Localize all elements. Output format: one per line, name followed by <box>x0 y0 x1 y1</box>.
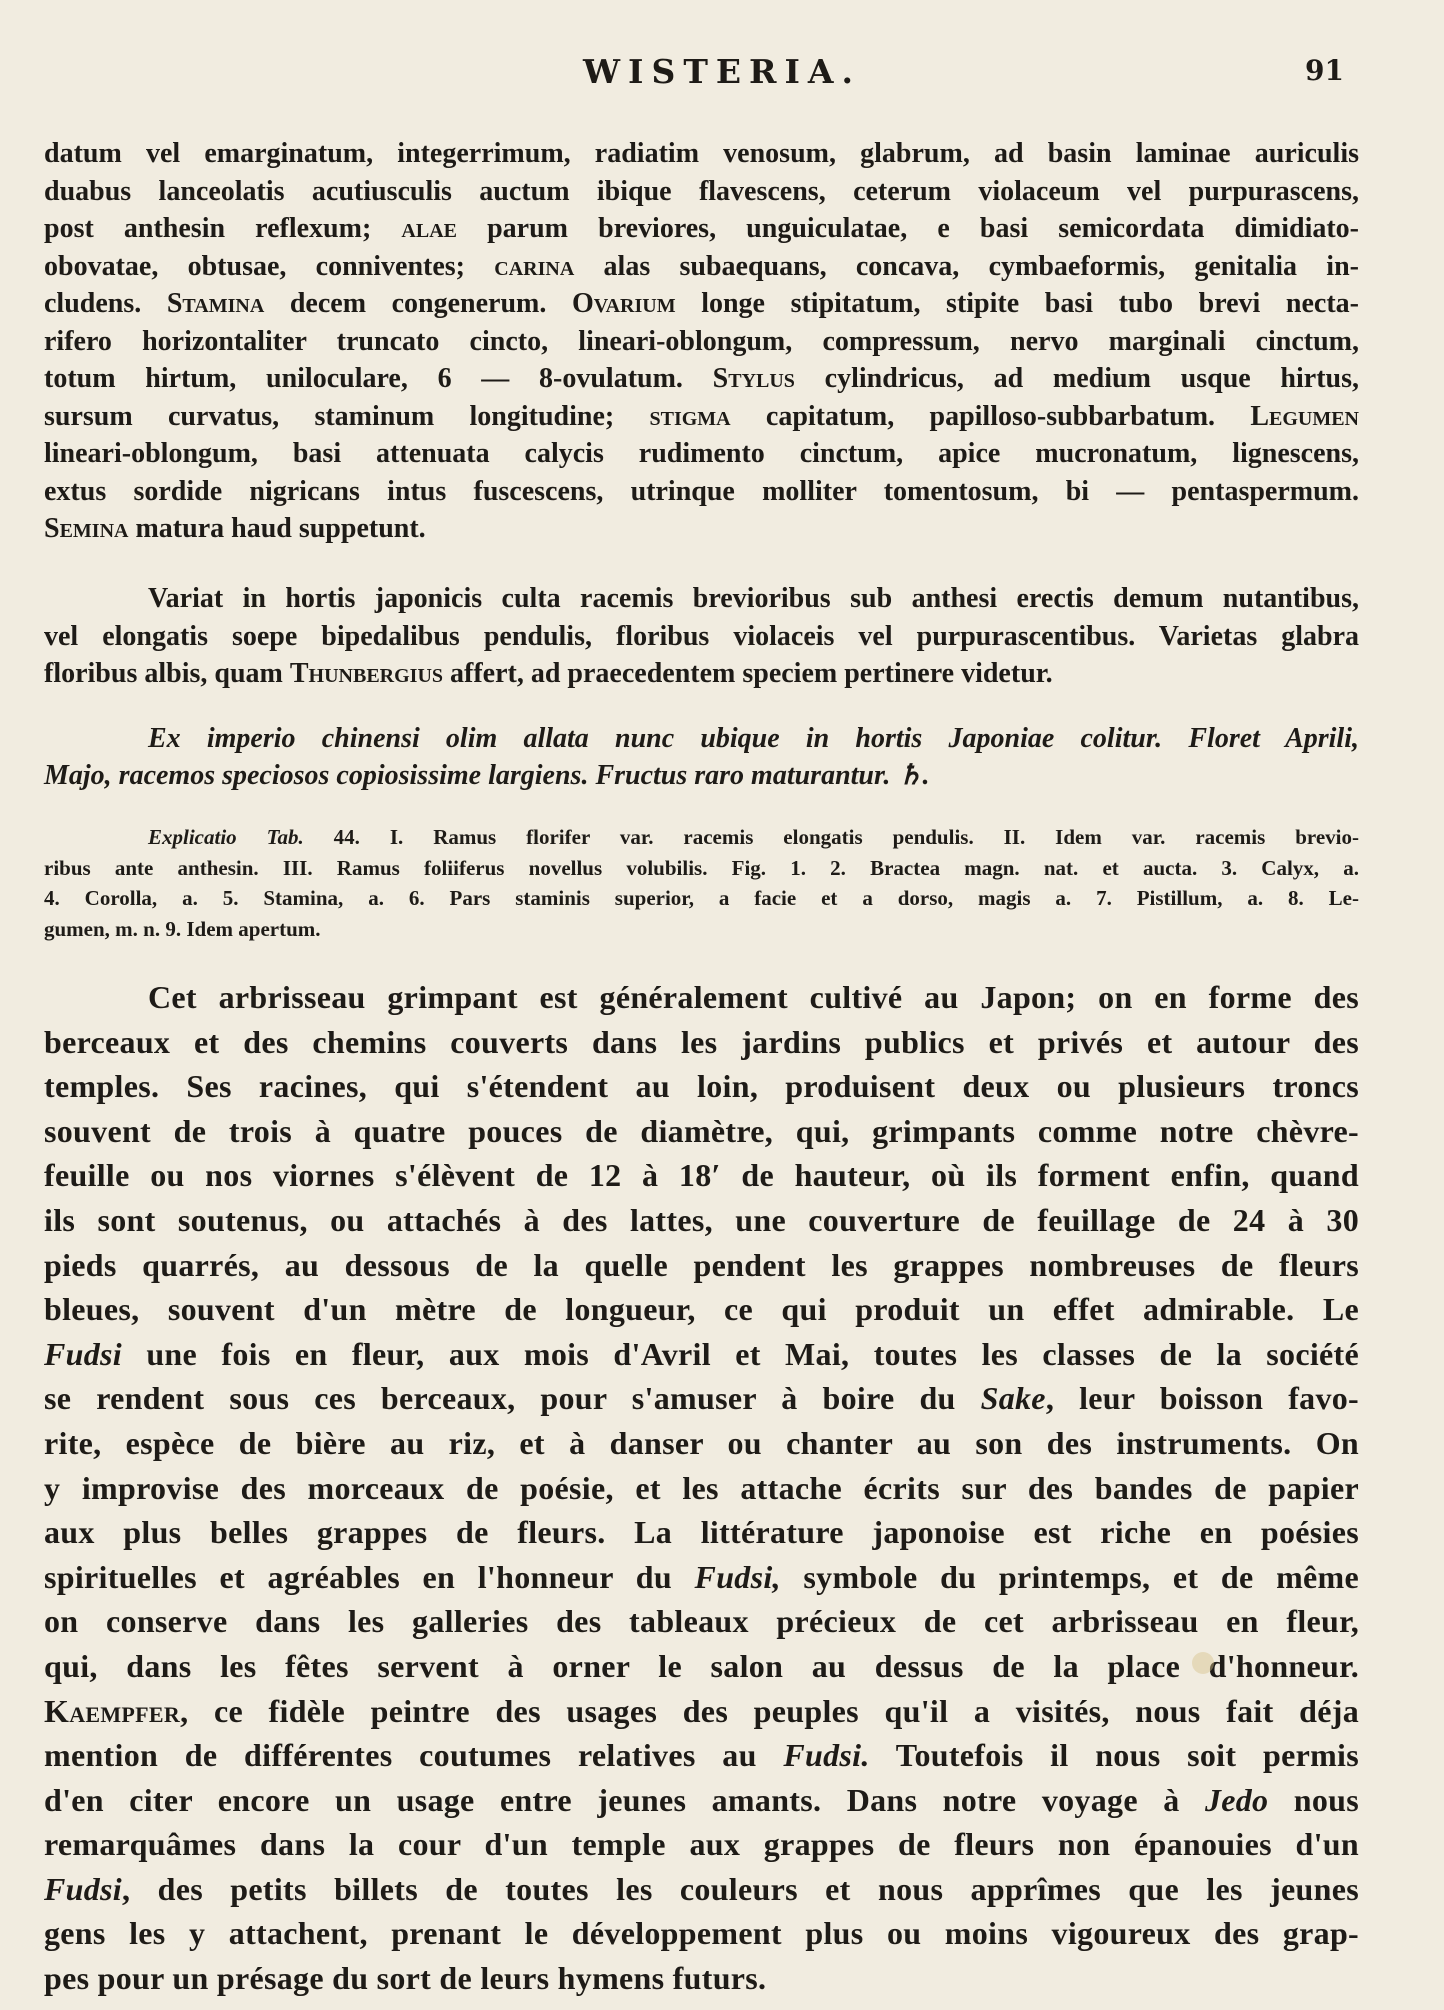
text-line: totum hirtum, uniloculare, 6 — 8-ovulatum. Stylus cylindricus, ad medium usque hirtus, <box>44 363 1359 394</box>
text-line: vel elongatis soepe bipedalibus pendulis, floribus violaceis vel purpurascentibus. Varietas glabra <box>44 620 1359 652</box>
text-line: Majo, racemos speciosos copiosissime largiens. Fructus raro maturantur. ♄. <box>44 760 930 791</box>
paper-stain <box>1192 1652 1214 1674</box>
text-line: lineari-oblongum, basi attenuata calycis rudimento cinctum, apice mucronatum, lignescens, <box>44 438 1359 469</box>
text-line: y improvise des morceaux de poésie, et les attache écrits sur des bandes de papier <box>44 1469 1359 1506</box>
text-line: se rendent sous ces berceaux, pour s'amuser à boire du Sake, leur boisson favo- <box>44 1380 1360 1417</box>
text-line: berceaux et des chemins couverts dans les jardins publics et privés et autour des <box>44 1023 1359 1060</box>
text-line: rite, espèce de bière au riz, et à danser ou chanter au son des instruments. On <box>44 1424 1359 1461</box>
latin-description <box>44 135 1359 548</box>
text-line: remarquâmes dans la cour d'un temple aux grappes de fleurs non épanouies d'un <box>44 1826 1359 1863</box>
text-line: obovatae, obtusae, conniventes; carina alas subaequans, concava, cymbaeformis, genitalia in- <box>44 250 1359 282</box>
text-line: souvent de trois à quatre pouces de diamètre, qui, grimpants comme notre chèvre- <box>44 1112 1359 1149</box>
text-line: sursum curvatus, staminum longitudine; stigma capitatum, papilloso-subbarbatum. Legumen <box>44 400 1359 432</box>
running-header-title: WISTERIA. <box>583 52 861 91</box>
text-line: d'en citer encore un usage entre jeunes amants. Dans notre voyage à Jedo nous <box>44 1781 1360 1818</box>
text-line: post anthesin reflexum; alae parum breviores, unguiculatae, e basi semicordata dimidiato- <box>44 213 1359 244</box>
text-line: feuille ou nos viornes s'élèvent de 12 à 18′ de hauteur, où ils forment enfin, quand <box>44 1157 1359 1194</box>
text-line: Variat in hortis japonicis culta racemis brevioribus sub anthesi erectis demum nutantibus, <box>148 583 1359 614</box>
text-line: Cet arbrisseau grimpant est généralement cultivé au Japon; on en forme des <box>148 979 1359 1015</box>
text-line: Explicatio Tab. 44. I. Ramus florifer var. racemis elongatis pendulis. II. Idem var. racemis brevio- <box>148 825 1359 849</box>
text-line: aux plus belles grappes de fleurs. La littérature japonoise est riche en poésies <box>44 1514 1359 1551</box>
plate-explanation <box>44 822 1359 944</box>
text-line: rifero horizontaliter truncato cincto, lineari-oblongum, compressum, nervo marginali cinctum, <box>44 325 1359 357</box>
text-line: Fudsi, des petits billets de toutes les couleurs et nous apprîmes que les jeunes <box>44 1870 1359 1907</box>
text-line: gumen, m. n. 9. Idem apertum. <box>44 916 321 941</box>
text-line: temples. Ses racines, qui s'étendent au loin, produisent deux ou plusieurs troncs <box>44 1068 1359 1105</box>
text-line: Ex imperio chinensi olim allata nunc ubique in hortis Japoniae colitur. Floret Aprili, <box>148 723 1359 754</box>
text-line: duabus lanceolatis acutiusculis auctum ibique flavescens, ceterum violaceum vel purpurascens, <box>44 175 1359 207</box>
text-line: cludens. Stamina decem congenerum. Ovarium longe stipitatum, stipite basi tubo brevi necta- <box>44 288 1359 319</box>
text-line: gens les y attachent, prenant le développement plus ou moins vigoureux des grap- <box>44 1915 1359 1952</box>
text-line: extus sordide nigricans intus fuscescens, utrinque molliter tomentosum, bi — pentaspermum. <box>44 475 1359 507</box>
text-line: Kaempfer, ce fidèle peintre des usages des peuples qu'il a visités, nous fait déja <box>44 1692 1359 1729</box>
text-line: ils sont soutenus, ou attachés à des lattes, une couverture de feuillage de 24 à 30 <box>44 1201 1359 1238</box>
text-line: mention de différentes coutumes relatives au Fudsi. Toutefois il nous soit permis <box>44 1737 1360 1774</box>
text-line: spirituelles et agréables en l'honneur du Fudsi, symbole du printemps, et de même <box>44 1558 1359 1595</box>
text-line: ribus ante anthesin. III. Ramus foliiferus novellus volubilis. Fig. 1. 2. Bractea magn. nat. et aucta. 3. Calyx, a. <box>44 855 1359 880</box>
text-line: 4. Corolla, a. 5. Stamina, a. 6. Pars staminis superior, a facie et a dorso, magis a. 7. Pistillum, a. 8. Le- <box>44 886 1359 910</box>
variat-paragraph <box>44 580 1359 693</box>
text-line: Semina matura haud suppetunt. <box>44 513 426 544</box>
text-line: qui, dans les fêtes servent à orner le salon au dessus de la place d'honneur. <box>44 1647 1359 1684</box>
text-line: floribus albis, quam Thunbergius affert, ad praecedentem speciem pertinere videtur. <box>44 658 1053 689</box>
text-line: pieds quarrés, au dessous de la quelle pendent les grappes nombreuses de fleurs <box>44 1246 1359 1283</box>
text-line: Fudsi une fois en fleur, aux mois d'Avril et Mai, toutes les classes de la société <box>44 1335 1359 1372</box>
text-line: pes pour un présage du sort de leurs hymens futurs. <box>44 1960 767 1997</box>
habitat-paragraph <box>44 720 1359 794</box>
french-body <box>44 975 1359 2001</box>
text-line: on conserve dans les galleries des tableaux précieux de cet arbrisseau en fleur, <box>44 1603 1359 1640</box>
text-line: bleues, souvent d'un mètre de longueur, ce qui produit un effet admirable. Le <box>44 1291 1359 1328</box>
text-line: datum vel emarginatum, integerrimum, radiatim venosum, glabrum, ad basin laminae auriculis <box>44 138 1359 169</box>
page-number: 91 <box>1305 54 1344 87</box>
